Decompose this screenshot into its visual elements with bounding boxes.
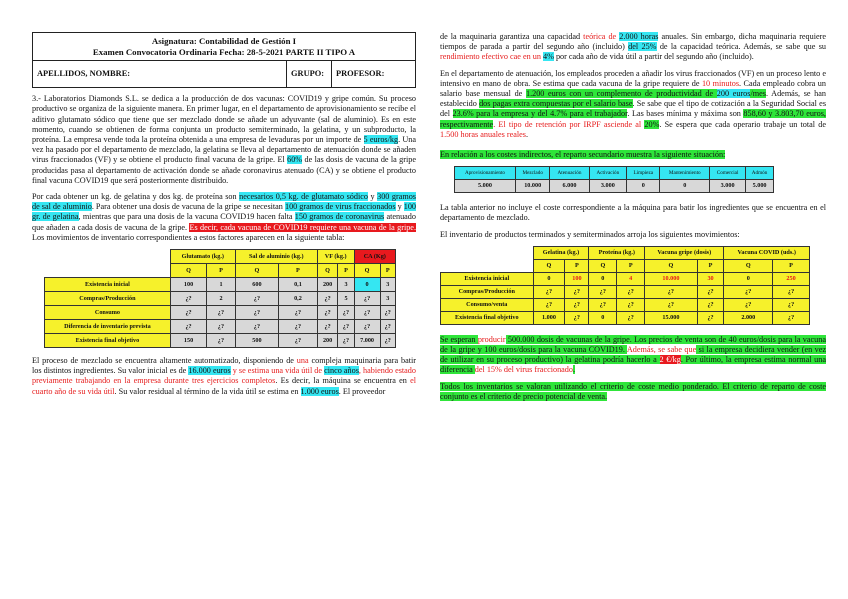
text-run: . Su valor residual al término de la vida útil se estima en (114, 386, 301, 396)
names-field[interactable]: APELLIDOS, NOMBRE: (33, 61, 287, 87)
table-cell: ¿? (338, 334, 354, 348)
table3-group: Vacuna gripe (dosis) (645, 246, 724, 259)
table-cell: 0 (589, 272, 617, 285)
text-run: Es decir, cada vacuna de COVID19 requiere una vacuna de la gripe. (189, 222, 416, 232)
table-cell: ¿? (617, 311, 645, 324)
text-run: del 25% (628, 42, 657, 52)
table-cell: 500 (235, 334, 278, 348)
table-row (45, 306, 396, 320)
right-paragraph-5: El inventario de productos terminados y semiterminados arroja los siguientes movimientos: (440, 229, 740, 239)
table-cell: 4 (617, 272, 645, 285)
text-run: . Para obtener una dosis de vacuna de la gripe se necesitan (91, 202, 285, 212)
table-cell: ¿? (589, 285, 617, 298)
table-cell: ¿? (533, 298, 565, 311)
exam-title: Examen Convocatoria Ordinaria Fecha: 28-5-2021 PARTE II TIPO A (92, 47, 356, 57)
table-cell: 200 (317, 334, 338, 348)
table-cell: ¿? (170, 292, 206, 306)
table-cell: 10.000 (645, 272, 698, 285)
row-label: Consumo/venta (441, 298, 534, 311)
text-run: una (296, 356, 309, 366)
table-cell: ¿? (565, 311, 589, 324)
table-cell: 7.000 (354, 334, 380, 348)
table1-sub: Q (354, 264, 380, 278)
text-run: 10 minutos (701, 78, 740, 88)
text-run: Además, se sabe que (626, 345, 697, 355)
text-run: El proceso de mezclado se encuentra altamente automatizado, disponiendo de (32, 356, 297, 366)
table-cell: ¿? (380, 306, 395, 320)
text-run: 100 gr. de gelatina (32, 202, 417, 222)
table-cell: 250 (773, 272, 810, 285)
right-paragraph-4: La tabla anterior no incluye el coste correspondiente a la máquina para batir los ingredientes que se encuentra en el departamento de mezclado. (440, 203, 826, 223)
table3-group: Vacuna COVID (uds.) (724, 246, 810, 259)
text-run: necesarios 0,5 kg. de glutamato sódico (239, 192, 368, 202)
table3-sub: P (617, 259, 645, 272)
table-cell: 100 (565, 272, 589, 285)
table-cell: ¿? (317, 320, 338, 334)
table-row (45, 320, 396, 334)
table-cell: ¿? (533, 285, 565, 298)
table-cell: ¿? (207, 334, 236, 348)
text-run: y se estima una vida útil de (230, 366, 325, 376)
table-cell: ¿? (589, 298, 617, 311)
text-run: 300 gramos de sal de aluminio (32, 192, 416, 212)
row-label: Compras/Producción (441, 285, 534, 298)
table1-sub: P (207, 264, 236, 278)
table3-sub: P (773, 259, 810, 272)
text-run: 16.000 euros (188, 366, 231, 376)
text-run: . Se espera que cada operario trabaje un total de (659, 119, 826, 129)
left-paragraph-3 (32, 356, 416, 397)
table1-group: Glutamato (kg.) (170, 250, 235, 264)
table-row (441, 272, 810, 285)
table2-value: 3.000 (589, 180, 627, 193)
teacher-field[interactable]: PROFESOR: (336, 69, 385, 78)
table2-header-row (455, 167, 774, 180)
table-cell: 0,2 (279, 292, 318, 306)
table-cell: 0,1 (279, 278, 318, 292)
text-run: . Por último, la empresa estima normal una diferencia (440, 355, 826, 375)
text-run: . El tipo de retención por IRPF asciende al (493, 119, 645, 129)
text-run: compleja maquinaria para batir los distintos ingredientes. Su valor inicial es de (32, 356, 416, 376)
valuation-criteria: Todos los inventarios se valoran utilizando el criterio de coste medio ponderado. El criterio de reparto de coste conjunto es el criterio de precio potencial de venta. (440, 381, 826, 401)
table2-header: Mezclado (515, 167, 549, 180)
table-cell: ¿? (207, 320, 236, 334)
text-run: dos pagas extra compuestas por el salario base (479, 99, 633, 109)
table-cell: ¿? (697, 311, 724, 324)
text-run: anuales. Sin embargo, dicha maquinaria requiere tiempos de parada a partir del segundo año (incluido) (440, 32, 827, 52)
table-cell: ¿? (617, 298, 645, 311)
text-run: 2 €/kg (659, 355, 681, 365)
table2-header: Limpieza (627, 167, 660, 180)
table-cell: 200 (317, 278, 338, 292)
table-cell: 3 (338, 278, 354, 292)
table-row (441, 311, 810, 324)
text-run: 150 gramos de coronavirus (294, 212, 385, 222)
table3-body (441, 272, 810, 324)
text-run: . Las bases mínima y máxima son (627, 109, 744, 119)
table-cell: ¿? (617, 285, 645, 298)
text-run: teórica de (583, 32, 620, 41)
row-label: Compras/Producción (45, 292, 171, 306)
table-cell: ¿? (773, 311, 810, 324)
header-fields (33, 61, 415, 87)
table-cell: ¿? (235, 292, 278, 306)
text-run: . Es decir, la máquina se encuentra en (275, 376, 411, 386)
text-run: por cada año de vida útil a partir del segundo año (incluido). (553, 52, 754, 62)
table3-sub: Q (645, 259, 698, 272)
table3-group: Proteína (kg.) (589, 246, 645, 259)
table-cell: ¿? (170, 306, 206, 320)
table-cell: ¿? (235, 306, 278, 320)
text-run: Los precios de venta son de 40 euros/dosis para la vacuna de la gripe y 100 euros/dosis para la vacuna COVID19. (440, 334, 826, 355)
table-cell: ¿? (380, 334, 395, 348)
text-run: 2.000 horas (619, 32, 659, 41)
table-row (441, 285, 810, 298)
table2-value: 6.000 (550, 180, 589, 193)
text-run: . Se sabe que el tipo de cotización a la Seguridad Social es del (440, 99, 827, 119)
table1-group: Sal de aluminio (kg.) (235, 250, 317, 264)
finished-products-table (440, 246, 810, 325)
text-run: de las dosis de vacuna de la gripe producidas pasa al departamento de activación donde se añade coronavirus atenuado (CA) y se obtiene el producto final vacuna COVID19 que será posteriormente distribuido. (32, 155, 416, 185)
table1-body (45, 278, 396, 348)
table-cell: 150 (170, 334, 206, 348)
text-run: 60% (287, 155, 303, 165)
right-paragraph-6 (440, 335, 826, 376)
table2-header: Activación (589, 167, 627, 180)
table-cell: ¿? (207, 306, 236, 320)
table1-sub: Q (317, 264, 338, 278)
table-cell: ¿? (338, 320, 354, 334)
table-cell: 100 (170, 278, 206, 292)
inventory-factors-table (44, 249, 396, 348)
text-run: rendimiento efectivo cae en un (440, 52, 543, 62)
table1-sub: P (380, 264, 395, 278)
table-cell: 3 (380, 292, 395, 306)
text-run: 23.6% para la empresa y del 4.7% para el trabajador (452, 109, 628, 119)
table-cell: 15.000 (645, 311, 698, 324)
table-cell: 30 (697, 272, 724, 285)
text-run: 1.200 euros con un complemento de productividad de (525, 89, 717, 99)
table-cell: ¿? (645, 285, 698, 298)
group-field[interactable]: GRUPO: (287, 61, 332, 87)
text-run: /mes (750, 89, 766, 99)
table-cell: 0 (354, 278, 380, 292)
text-run: el cuarto año de su vida útil (32, 376, 416, 396)
text-run: si la empresa decidiera vender (en vez de utilizar en su proceso productivo) la gelatina podría hacerlo a (440, 345, 826, 365)
table-cell: 1.000 (533, 311, 565, 324)
right-column (440, 32, 826, 408)
text-run: 3.- Laboratorios Diamonds S.L. se dedica a la producción de dos vacunas: COVID19 y gripe común. Su proceso productivo se organiza de la siguiente manera. En primer lugar, en el departamento de aprovisionamiento se recibe el aditivo glutamato sódico que tiene que ser mezclado donde se añade un adyuvante (sal de aluminio). Es en este momento, cuando se obtienen de forma conjunta un producto semiterminado, la gelatina, y un subproducto, la proteína. La empresa vende toda la proteína obtenida a una empresa de levaduras por un importe de (32, 94, 416, 145)
table2-value: 0 (627, 180, 660, 193)
table-cell: ¿? (773, 285, 810, 298)
table-cell: ¿? (697, 298, 724, 311)
table2-value: 5.000 (455, 180, 516, 193)
text-run: . El proveedor (338, 386, 386, 396)
table-cell: 0 (533, 272, 565, 285)
table-cell: ¿? (773, 298, 810, 311)
row-label: Existencia inicial (45, 278, 171, 292)
table-cell: 3 (380, 278, 395, 292)
row-label: Existencia final objetivo (441, 311, 534, 324)
right-paragraph-1 (440, 32, 826, 63)
table3-sub: Q (724, 259, 773, 272)
indirect-costs-table (454, 166, 774, 193)
header-title (33, 33, 415, 61)
text-run: 1.000 euros (300, 386, 339, 396)
table-row (45, 292, 396, 306)
table1-group: CA (Kg) (354, 250, 395, 264)
table3-sub: P (565, 259, 589, 272)
table3-sub: Q (533, 259, 565, 272)
table1-sub: P (338, 264, 354, 278)
table-cell: ¿? (317, 292, 338, 306)
table-cell: ¿? (565, 285, 589, 298)
table2-values-row (455, 180, 774, 193)
text-run: de la capacidad teórica. Además, se sabe que su (656, 42, 827, 52)
text-run: 200 euros (716, 89, 751, 99)
right-paragraph-3 (440, 150, 826, 160)
table-cell: ¿? (565, 298, 589, 311)
table-cell: ¿? (354, 320, 380, 334)
text-run: Por cada obtener un kg. de gelatina y dos kg. de proteína son (32, 192, 240, 202)
text-run: 858,60 y 3.803,70 euros, respectivamente (440, 109, 826, 129)
text-run: atenuado que añaden a cada dosis de vacuna de la gripe. (32, 212, 416, 232)
text-run: y (368, 192, 378, 202)
text-run: cinco años (324, 366, 359, 376)
table3-sub: P (697, 259, 724, 272)
table-cell: 2 (207, 292, 236, 306)
text-run: . Cada empleado cobra un salario base mensual de (440, 78, 826, 99)
left-paragraph-1 (32, 94, 416, 186)
text-run: . (525, 129, 528, 139)
text-run: . Además, se han establecido (440, 89, 826, 109)
table-row (45, 278, 396, 292)
text-run: 100 gramos de virus fraccionados (284, 202, 396, 212)
table2-header: Aprovisionamiento (455, 167, 516, 180)
text-run: , mientras que para una dosis de la vacuna COVID19 hacen falta (78, 212, 295, 222)
table-cell: ¿? (317, 306, 338, 320)
table-cell: 0 (589, 311, 617, 324)
table2-value: 5.000 (746, 180, 774, 193)
table-cell: ¿? (724, 298, 773, 311)
table-cell: ¿? (697, 285, 724, 298)
text-run: Los movimientos de inventario correspondientes a estos factores aparecen en la siguiente tabla: (32, 232, 345, 242)
table3-group: Gelatina (kg.) (533, 246, 589, 259)
text-run: de (691, 78, 702, 88)
text-run: del 15% del virus fraccionado (474, 365, 573, 375)
table-cell: ¿? (354, 306, 380, 320)
table-cell: 5 (338, 292, 354, 306)
table-cell: ¿? (645, 298, 698, 311)
table-cell: ¿? (279, 334, 318, 348)
table1-sub: Q (235, 264, 278, 278)
table2-header: Comercial (710, 167, 746, 180)
table2-header: Mantenimiento (660, 167, 710, 180)
table-cell: ¿? (170, 320, 206, 334)
table1-sub: Q (170, 264, 206, 278)
table-row (441, 298, 810, 311)
table-cell: ¿? (235, 320, 278, 334)
text-run: . (573, 365, 576, 375)
table-cell: ¿? (279, 306, 318, 320)
table2-value: 0 (660, 180, 710, 193)
table2-value: 3.000 (710, 180, 746, 193)
subject-title: Asignatura: Contabilidad de Gestión I (151, 36, 297, 46)
table2-header: Atenuación (550, 167, 589, 180)
text-run: 4% (542, 52, 554, 62)
row-label: Diferencia de inventario prevista (45, 320, 171, 334)
table1-group: VF (kg.) (317, 250, 354, 264)
table-cell: 2.000 (724, 311, 773, 324)
text-run: de la maquinaria garantiza una capacidad (440, 32, 584, 41)
row-label: Existencia final objetivo (45, 334, 171, 348)
row-label: Existencia inicial (441, 272, 534, 285)
right-paragraph-7 (440, 382, 826, 402)
table1-sub: P (279, 264, 318, 278)
text-run: . Una vez ha pasado por el departamento de mezclado, la gelatina se lleva al departamento de atenuación donde se añaden virus fraccionados (VF) y se obtiene el producto final vacuna de la gripe. El (32, 135, 417, 165)
text-run: Se esperan (440, 334, 478, 344)
table-cell: 600 (235, 278, 278, 292)
table-cell: ¿? (338, 306, 354, 320)
table-cell: 1 (207, 278, 236, 292)
table3-sub: Q (589, 259, 617, 272)
table2-value: 10.000 (515, 180, 549, 193)
table-cell: 0 (724, 272, 773, 285)
table-cell: ¿? (354, 292, 380, 306)
text-run: 5 euros/kg (363, 135, 399, 145)
text-run: 500.000 dosis de vacunas de la gripe. (505, 334, 635, 344)
table-cell: ¿? (279, 320, 318, 334)
text-run: 20% (644, 119, 660, 129)
text-run: 1.500 horas anuales reales (440, 129, 526, 139)
table-cell: ¿? (724, 285, 773, 298)
exam-header (32, 32, 416, 88)
indirect-costs-intro: En relación a los costes indirectos, el reparto secundario muestra la siguiente situación: (440, 150, 726, 160)
table-cell: ¿? (380, 320, 395, 334)
left-column (32, 32, 416, 403)
right-paragraph-2 (440, 69, 826, 140)
table-row (45, 334, 396, 348)
text-run: producir (477, 334, 506, 344)
text-run: En el departamento de atenuación, los empleados proceden a añadir los virus fraccionados (VF) en un proceso lento e intensivo en mano de obra. Se estima que cada vacuna de la gripe requiere (440, 68, 826, 88)
text-run: , habiendo estado previamente trabajando en la empresa durante tres ejercicios completos (32, 366, 416, 386)
text-run: y (395, 202, 404, 212)
row-label: Consumo (45, 306, 171, 320)
left-paragraph-2 (32, 192, 416, 243)
table2-header: Admón (746, 167, 774, 180)
